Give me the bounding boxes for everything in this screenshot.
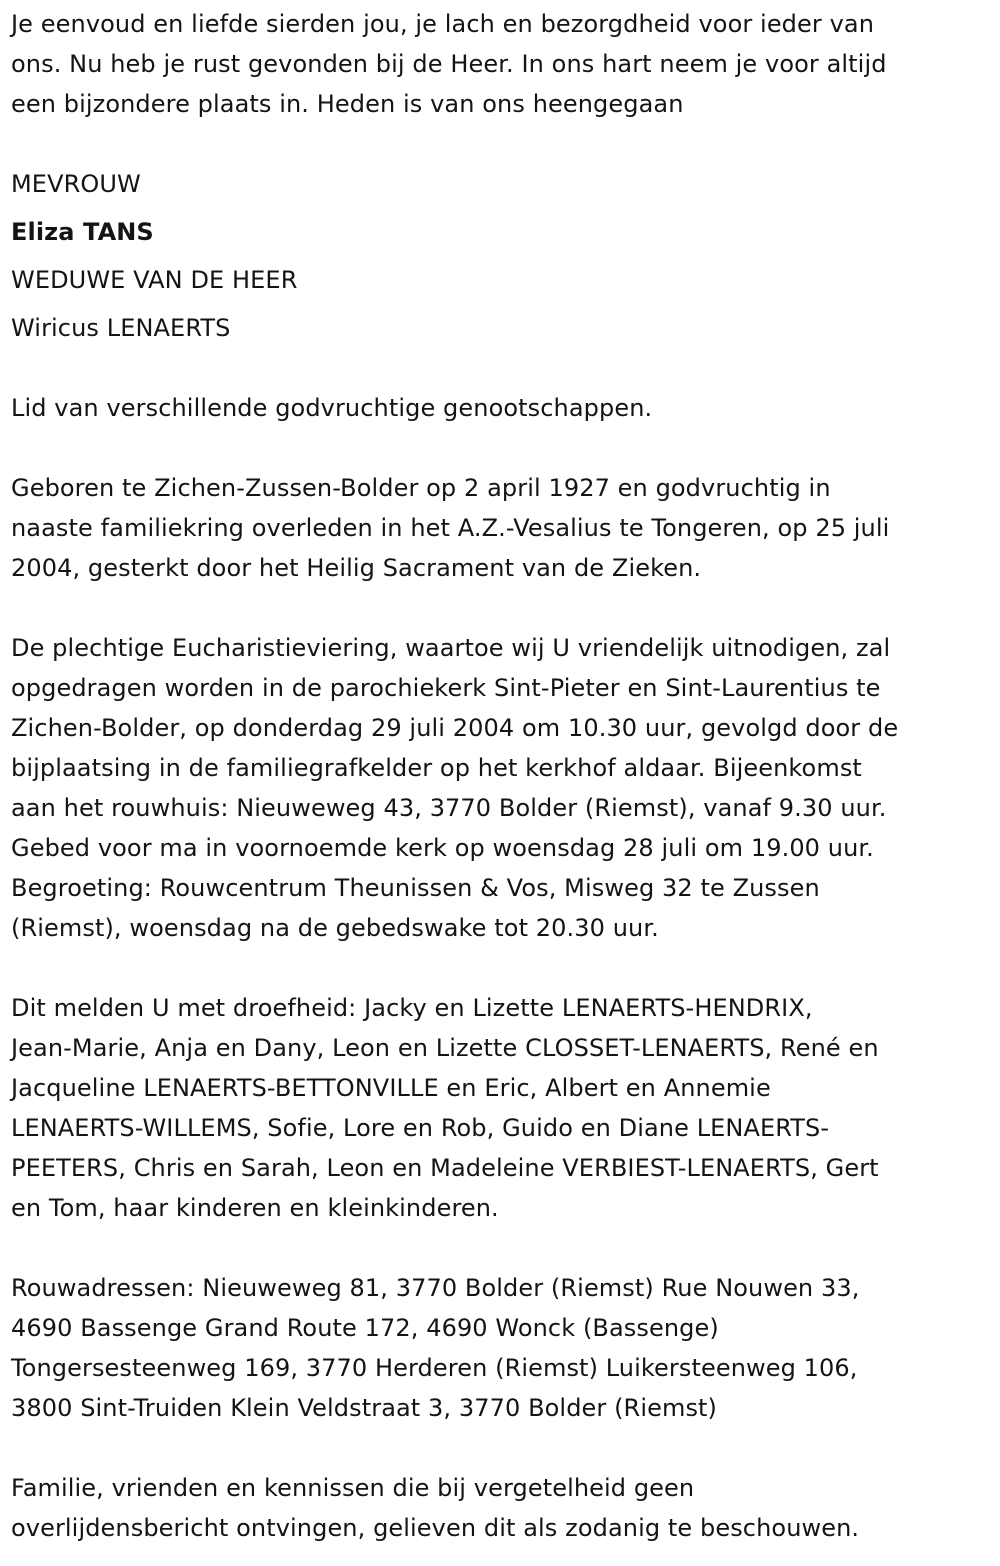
ceremony-paragraph: De plechtige Eucharistieviering, waartoe wij U vriendelijk uitnodigen, zal opgedragen worden in de parochiekerk Sint-Pieter en Sint-Laurentius te Zichen-Bolder, op donderdag 29 juli 2004 om 10.30 uur, gevolgd door de bijplaatsing in de familiegrafkelder op het kerkhof aldaar. Bijeenkomst aan het rouwhuis: Nieuweweg 43, 3770 Bolder (Riemst), vanaf 9.30 uur. Gebed voor ma in voornoemde kerk op woensdag 28 juli om 19.00 uur. Begroeting: Rouwcentrum Theunissen & Vos, Misweg 32 te Zussen (Riemst), woensdag na de gebedswake tot 20.30 uur. bbox=[11, 634, 899, 942]
membership-paragraph: Lid van verschillende godvruchtige genootschappen. bbox=[11, 394, 653, 422]
title-prefix: MEVROUW bbox=[11, 170, 141, 198]
spouse-name: Wiricus LENAERTS bbox=[11, 314, 231, 342]
spacer bbox=[11, 948, 989, 988]
spacer bbox=[11, 1228, 989, 1268]
spacer bbox=[11, 1428, 989, 1468]
spacer bbox=[11, 428, 989, 468]
obituary-notice bbox=[11, 4, 989, 1548]
spacer bbox=[11, 124, 989, 164]
spacer bbox=[11, 588, 989, 628]
deceased-name: Eliza TANS bbox=[11, 218, 154, 246]
intro-paragraph: Je eenvoud en liefde sierden jou, je lach en bezorgdheid voor ieder van ons. Nu heb je rust gevonden bij de Heer. In ons hart neem je voor altijd een bijzondere plaats in. Heden is van ons heengegaan bbox=[11, 10, 887, 118]
birth-death-paragraph: Geboren te Zichen-Zussen-Bolder op 2 april 1927 en godvruchtig in naaste familiekring overleden in het A.Z.-Vesalius te Tongeren, op 25 juli 2004, gesterkt door het Heilig Sacrament van de Zieken. bbox=[11, 474, 890, 582]
deceased-name-block bbox=[11, 160, 989, 352]
closing-paragraph: Familie, vrienden en kennissen die bij vergetelheid geen overlijdensbericht ontvingen, gelieven dit als zodanig te beschouwen. bbox=[11, 1474, 860, 1542]
addresses-paragraph: Rouwadressen: Nieuweweg 81, 3770 Bolder (Riemst) Rue Nouwen 33, 4690 Bassenge Grand Route 172, 4690 Wonck (Bassenge) Tongersesteenweg 169, 3770 Herderen (Riemst) Luikersteenweg 106, 3800 Sint-Truiden Klein Veldstraat 3, 3770 Bolder (Riemst) bbox=[11, 1274, 860, 1422]
widow-of-label: WEDUWE VAN DE HEER bbox=[11, 266, 298, 294]
spacer bbox=[11, 348, 989, 388]
family-paragraph: Dit melden U met droefheid: Jacky en Lizette LENAERTS-HENDRIX, Jean-Marie, Anja en Dany, Leon en Lizette CLOSSET-LENAERTS, René en Jacqueline LENAERTS-BETTONVILLE en Eric, Albert en Annemie LENAERTS-WILLEMS, Sofie, Lore en Rob, Guido en Diane LENAERTS- PEETERS, Chris en Sarah, Leon en Madeleine VERBIEST-LENAERTS, Gert en Tom, haar kinderen en kleinkinderen. bbox=[11, 994, 879, 1222]
